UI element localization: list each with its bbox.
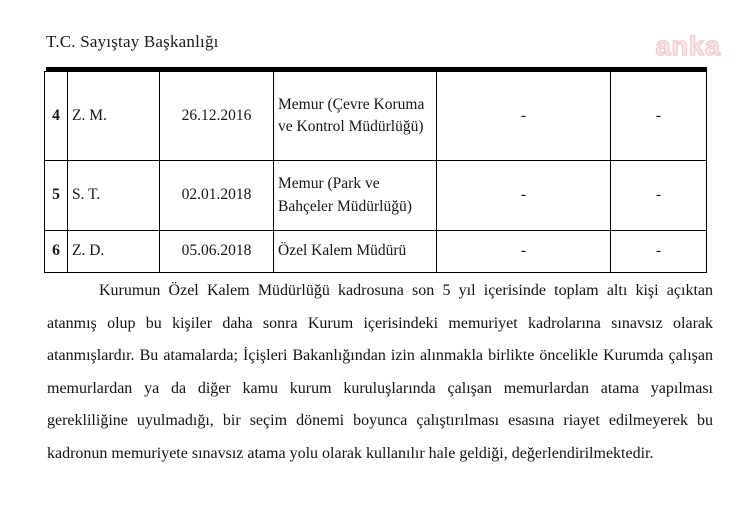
anka-watermark-logo: anka <box>655 31 721 61</box>
table-row <box>45 72 707 161</box>
position-cell: Memur (Park ve Bahçeler Müdürlüğü) <box>274 161 437 231</box>
initials-cell: Z. M. <box>68 72 160 161</box>
empty-value-cell: - <box>437 161 611 231</box>
date-cell: 05.06.2018 <box>160 231 274 273</box>
finding-paragraph: Kurumun Özel Kalem Müdürlüğü kadrosuna son 5 yıl içerisinde toplam altı kişi açıktan atanmış olup bu kişiler daha sonra Kurum içerisindeki memuriyet kadrolarına sınavsız olarak atanmışlardır. Bu atamalarda; İçişleri Bakanlığından izin alınmakla birlikte öncelikle Kurumda çalışan memurlardan ya da diğer kamu kurum kuruluşlarında çalışan memurlardan atama yapılması gerekliliğine uyulmadığı, bir seçim dönemi boyunca çalıştırılması esasına riayet edilmeyerek bu kadronun memuriyete sınavsız atama yolu olarak kullanılır hale geldiği, değerlendirilmektedir. <box>47 282 713 462</box>
empty-value-cell: - <box>437 72 611 161</box>
row-number-cell: 6 <box>45 231 68 273</box>
initials-cell: Z. D. <box>68 231 160 273</box>
initials-cell: S. T. <box>68 161 160 231</box>
appointments-table-body <box>45 72 707 273</box>
table-row <box>45 231 707 273</box>
row-number-cell: 4 <box>45 72 68 161</box>
empty-value-cell: - <box>437 231 611 273</box>
position-cell: Memur (Çevre Koruma ve Kontrol Müdürlüğü) <box>274 72 437 161</box>
empty-value-cell: - <box>611 161 707 231</box>
header-org-title: T.C. Sayıştay Başkanlığı <box>46 32 219 51</box>
empty-value-cell: - <box>611 231 707 273</box>
row-number-cell: 5 <box>45 161 68 231</box>
table-row <box>45 161 707 231</box>
empty-value-cell: - <box>611 72 707 161</box>
appointments-table <box>44 71 707 273</box>
date-cell: 26.12.2016 <box>160 72 274 161</box>
position-cell: Özel Kalem Müdürü <box>274 231 437 273</box>
date-cell: 02.01.2018 <box>160 161 274 231</box>
